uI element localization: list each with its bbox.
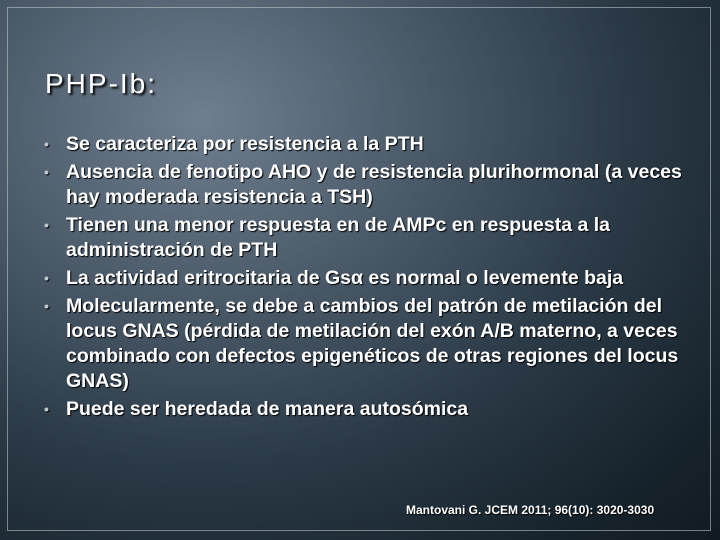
bullet-item [44, 397, 694, 422]
bullet-text: Se caracteriza por resistencia a la PTH [66, 133, 424, 155]
bullet-text: Molecularmente, se debe a cambios del patrón de metilación del locus GNAS (pérdida de metilación del exón A/B materno, a veces combinado con defectos epigenéticos de otras regiones del locus GNAS) [66, 295, 679, 392]
bullet-dot-icon: • [44, 136, 49, 152]
bullet-dot-icon: • [44, 270, 49, 286]
bullet-item [44, 160, 694, 210]
bullet-item [44, 266, 694, 291]
bullet-item [44, 132, 694, 157]
bullet-text: La actividad eritrocitaria de Gsα es normal o levemente baja [66, 267, 624, 289]
slide-title: PHP-Ib: [45, 68, 158, 99]
bullet-dot-icon: • [44, 217, 49, 233]
bullet-list [44, 132, 694, 425]
citation: Mantovani G. JCEM 2011; 96(10): 3020-3030 [406, 503, 655, 517]
bullet-item [44, 213, 694, 263]
bullet-dot-icon: • [44, 401, 49, 417]
bullet-dot-icon: • [44, 164, 49, 180]
bullet-text: Puede ser heredada de manera autosómica [66, 398, 469, 420]
bullet-text: Ausencia de fenotipo AHO y de resistencia plurihormonal (a veces hay moderada resistencia a TSH) [66, 161, 682, 208]
bullet-text: Tienen una menor respuesta en de AMPc en respuesta a la administración de PTH [66, 214, 611, 261]
bullet-item [44, 294, 694, 394]
bullet-dot-icon: • [44, 298, 49, 314]
